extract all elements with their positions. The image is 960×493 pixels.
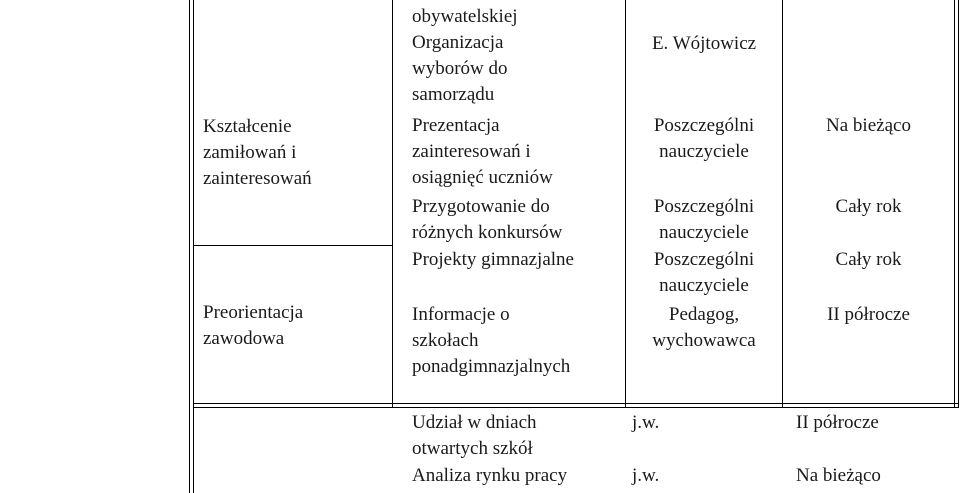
activity-cell (412, 4, 518, 108)
person-line: nauczyciele (659, 222, 749, 243)
column-divider-category (392, 0, 393, 408)
activity-line: Informacje o (412, 304, 510, 325)
table-bottom-border (193, 403, 959, 404)
person-line: Pedagog, (668, 304, 740, 325)
category-line: zainteresowań (203, 168, 312, 189)
table-border-right-outer (958, 0, 959, 408)
activity-line: otwartych szkół (412, 438, 533, 459)
term-line: II półrocze (796, 412, 879, 433)
activity-line: Projekty gimnazjalne (412, 249, 574, 270)
term-cell (783, 194, 954, 220)
person-line: nauczyciele (659, 275, 749, 296)
activity-line: Prezentacja (412, 115, 500, 136)
activity-cell (412, 463, 567, 489)
person-line: Poszczególni (653, 115, 755, 136)
activity-line: Organizacja (412, 32, 504, 53)
person-line: j.w. (632, 465, 660, 486)
person-line: Poszczególni (653, 249, 755, 270)
activity-line: osiągnięć uczniów (412, 167, 553, 188)
category-line: Preorientacja (203, 302, 304, 323)
activity-cell (412, 302, 570, 380)
activity-line: Analiza rynku pracy (412, 465, 568, 486)
activity-cell (412, 113, 553, 191)
activity-cell (412, 410, 537, 462)
person-line: Poszczególni (653, 196, 755, 217)
table-border-left-outer (189, 0, 190, 493)
term-line: II półrocze (827, 304, 910, 325)
activity-line: ponadgimnazjalnych (412, 356, 571, 377)
activity-line: Przygotowanie do (412, 196, 550, 217)
person-line: j.w. (632, 412, 660, 433)
table-bottom-border-double (193, 407, 959, 408)
term-line: Cały rok (835, 249, 902, 270)
activity-cell (412, 247, 574, 273)
activity-line: szkołach (412, 330, 479, 351)
table-border-right-inner (954, 0, 955, 408)
activity-line: Udział w dniach (412, 412, 537, 433)
person-cell (626, 194, 782, 246)
term-line: Cały rok (835, 196, 902, 217)
category-line: zamiłowań i (203, 142, 297, 163)
category-line: zawodowa (203, 328, 285, 349)
term-cell (796, 410, 879, 436)
term-cell (783, 113, 954, 139)
person-line: wychowawca (652, 330, 756, 351)
table-border-left-inner (193, 0, 194, 493)
person-line: E. Wójtowicz (651, 33, 757, 54)
term-line: Na bieżąco (796, 465, 881, 486)
category-cell-orientation (203, 300, 303, 352)
person-cell (626, 113, 782, 165)
person-cell (626, 302, 782, 354)
term-line: Na bieżąco (826, 115, 911, 136)
term-cell (783, 247, 954, 273)
category-line: Kształcenie (203, 116, 292, 137)
activity-line: samorządu (412, 84, 495, 105)
person-line: nauczyciele (659, 141, 749, 162)
term-cell (783, 302, 954, 328)
term-cell (796, 463, 881, 489)
activity-cell (412, 194, 562, 246)
person-cell (632, 463, 659, 489)
person-cell (626, 31, 782, 57)
person-cell (632, 410, 659, 436)
activity-line: zainteresowań i (412, 141, 531, 162)
row-divider-category (193, 245, 393, 246)
person-cell (626, 247, 782, 299)
activity-line: wyborów do (412, 58, 508, 79)
activity-line: obywatelskiej (412, 6, 518, 27)
category-cell-education (203, 114, 312, 192)
activity-line: różnych konkursów (412, 222, 563, 243)
